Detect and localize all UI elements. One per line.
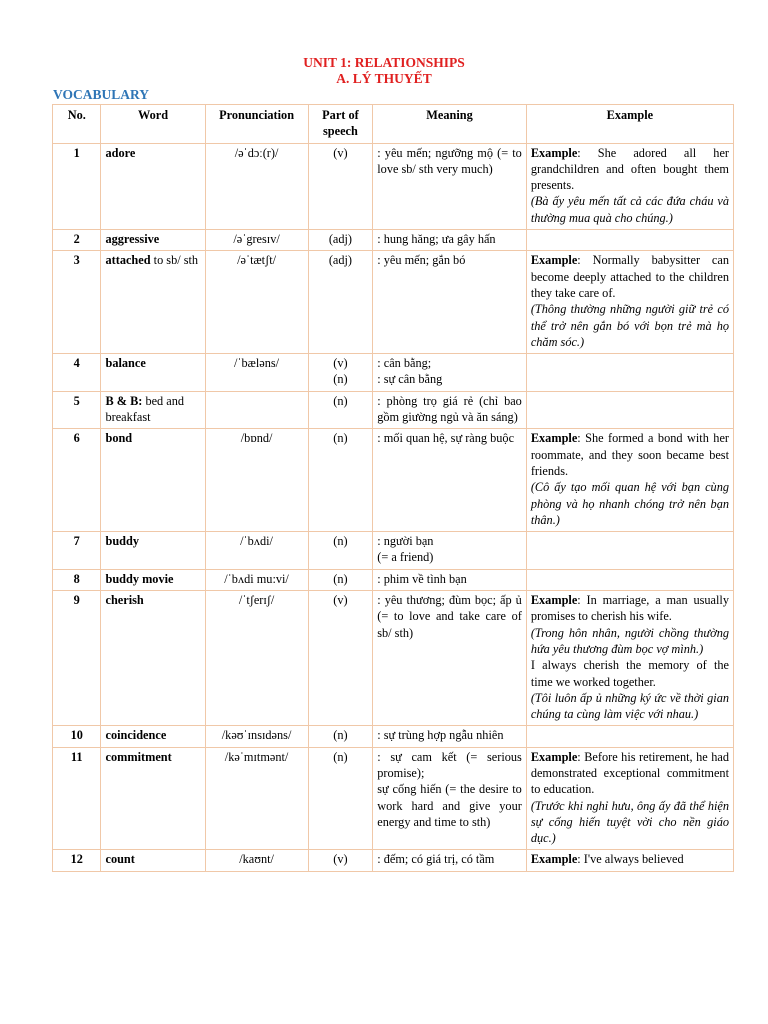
word-cell	[101, 354, 205, 392]
part-of-speech: (n)	[308, 532, 373, 570]
word-cell	[101, 747, 205, 850]
row-number: 10	[53, 726, 101, 747]
row-number: 3	[53, 251, 101, 354]
example	[526, 143, 733, 229]
word: attached	[105, 253, 151, 268]
example	[526, 850, 733, 871]
pronunciation	[205, 391, 308, 429]
word-cell	[101, 230, 205, 251]
table-row	[53, 429, 734, 532]
example-translation: (Bà ấy yêu mến tất cả các đứa cháu và thường mua quà cho chúng.)	[530, 194, 729, 225]
meaning: : sự trùng hợp ngẫu nhiên	[373, 726, 527, 747]
example-sentence-2: I always cherish the memory of the time we worked together.	[530, 658, 729, 689]
table-row	[53, 726, 734, 747]
word-cell	[101, 850, 205, 871]
word-cell	[101, 591, 205, 726]
section-subtitle: A. LÝ THUYẾT	[336, 71, 432, 86]
word: bond	[105, 431, 133, 446]
example-sentence: : In marriage, a man usually promises to cherish his wife.	[530, 593, 729, 624]
table-row	[53, 532, 734, 570]
table-row	[53, 251, 734, 354]
meaning-2: (= a friend)	[377, 550, 434, 565]
part-of-speech: (adj)	[308, 230, 373, 251]
meaning-2: : sự cân bằng	[377, 372, 443, 387]
example-sentence: : She adored all her grandchildren and often bought them presents.	[530, 145, 729, 193]
meaning: : đếm; có giá trị, có tầm	[373, 850, 527, 871]
meaning-1: : người bạn	[377, 534, 434, 549]
part-of-speech: (n)	[308, 747, 373, 850]
pronunciation: /əˈtætʃt/	[205, 251, 308, 354]
example-label: Example	[530, 253, 578, 268]
example-label: Example	[530, 749, 578, 764]
row-number: 9	[53, 591, 101, 726]
table-row	[53, 354, 734, 392]
part-of-speech: (n)	[308, 569, 373, 590]
word-cell	[101, 726, 205, 747]
table-row	[53, 230, 734, 251]
example	[526, 747, 733, 850]
word-cell	[101, 143, 205, 229]
pronunciation: /ˈbæləns/	[205, 354, 308, 392]
table-row	[53, 850, 734, 871]
meaning	[373, 532, 527, 570]
vocabulary-table	[52, 104, 734, 872]
meaning: : mối quan hệ, sự ràng buộc	[373, 429, 527, 532]
table-header-row	[53, 105, 734, 144]
pronunciation: /əˈdɔː(r)/	[205, 143, 308, 229]
part-of-speech: (v)	[308, 850, 373, 871]
col-header-meaning: Meaning	[373, 105, 527, 144]
meaning: : yêu thương; đùm bọc; ấp ủ (= to love and take care of sb/ sth)	[373, 591, 527, 726]
word: count	[105, 852, 135, 867]
pronunciation: /kaʊnt/	[205, 850, 308, 871]
row-number: 6	[53, 429, 101, 532]
word-cell	[101, 251, 205, 354]
example	[526, 251, 733, 354]
row-number: 8	[53, 569, 101, 590]
example	[526, 354, 733, 392]
pronunciation: /əˈgresɪv/	[205, 230, 308, 251]
part-of-speech	[308, 354, 373, 392]
word-extra: to sb/ sth	[150, 253, 199, 268]
pronunciation: /kəʊˈɪnsɪdəns/	[205, 726, 308, 747]
pronunciation: /kəˈmɪtmənt/	[205, 747, 308, 850]
col-header-no: No.	[53, 105, 101, 144]
word: coincidence	[105, 728, 167, 743]
pronunciation: /ˈbʌdi/	[205, 532, 308, 570]
word-extra: bed and breakfast	[105, 393, 185, 425]
example-translation: (Thông thường những người giữ trẻ có thể trở nên gắn bó với bọn trẻ mà họ chăm sóc.)	[530, 302, 729, 349]
example	[526, 391, 733, 429]
example-translation-2: (Tôi luôn ấp ủ những ký ức về thời gian chúng ta cùng làm việc với nhau.)	[530, 690, 729, 722]
unit-title: UNIT 1: RELATIONSHIPS	[303, 55, 465, 70]
row-number: 5	[53, 391, 101, 429]
meaning-2: sự cống hiến (= the desire to work hard and give your energy and time to sth)	[377, 782, 522, 829]
word-cell	[101, 569, 205, 590]
row-number: 12	[53, 850, 101, 871]
part-of-speech: (n)	[308, 726, 373, 747]
part-of-speech: (adj)	[308, 251, 373, 354]
word: balance	[105, 356, 146, 371]
table-row	[53, 569, 734, 590]
example	[526, 532, 733, 570]
row-number: 1	[53, 143, 101, 229]
meaning	[373, 747, 527, 850]
part-of-speech-2: (n)	[333, 372, 348, 387]
example-translation: (Trước khi nghỉ hưu, ông ấy đã thể hiện sự cống hiến tuyệt vời cho nền giáo dục.)	[530, 798, 729, 846]
example	[526, 429, 733, 532]
row-number: 11	[53, 747, 101, 850]
row-number: 2	[53, 230, 101, 251]
row-number: 4	[53, 354, 101, 392]
word: B & B:	[105, 393, 143, 408]
part-of-speech-1: (v)	[333, 356, 348, 371]
col-header-word: Word	[101, 105, 205, 144]
part-of-speech: (n)	[308, 391, 373, 429]
table-row	[53, 747, 734, 850]
col-header-pronunciation: Pronunciation	[205, 105, 308, 144]
meaning	[373, 354, 527, 392]
part-of-speech: (v)	[308, 143, 373, 229]
example	[526, 230, 733, 251]
table-row	[53, 143, 734, 229]
word: aggressive	[105, 232, 160, 247]
pronunciation: /ˈbʌdi mu:vi/	[205, 569, 308, 590]
meaning-1: : cân bằng;	[377, 356, 432, 371]
example-sentence: : Normally babysitter can become deeply attached to the children they take care of.	[530, 253, 729, 300]
pronunciation: /ˈtʃerɪʃ/	[205, 591, 308, 726]
meaning: : hung hăng; ưa gây hấn	[373, 230, 527, 251]
meaning: : yêu mến; ngưỡng mộ (= to love sb/ sth very much)	[373, 143, 527, 229]
example-sentence: : I've always believed	[577, 852, 684, 867]
word: adore	[105, 145, 136, 160]
example-translation: (Trong hôn nhân, người chồng thường hứa yêu thương đùm bọc vợ mình.)	[530, 625, 729, 656]
word: cherish	[105, 593, 144, 608]
table-row	[53, 591, 734, 726]
example-sentence: : Before his retirement, he had demonstrated exceptional commitment to education.	[530, 749, 729, 797]
col-header-example: Example	[526, 105, 733, 144]
example-label: Example	[530, 852, 578, 867]
meaning-1: : sự cam kết (= serious promise);	[377, 749, 522, 780]
word: buddy	[105, 534, 139, 549]
part-of-speech: (v)	[308, 591, 373, 726]
word-cell	[101, 391, 205, 429]
word-cell	[101, 429, 205, 532]
example-label: Example	[530, 431, 578, 446]
example-label: Example	[530, 145, 578, 160]
meaning: : phim về tình bạn	[373, 569, 527, 590]
row-number: 7	[53, 532, 101, 570]
meaning: : yêu mến; gắn bó	[373, 251, 527, 354]
word: buddy movie	[105, 571, 174, 586]
example	[526, 591, 733, 726]
example	[526, 569, 733, 590]
example-translation: (Cô ấy tạo mối quan hệ với bạn cùng phòng và họ nhanh chóng trở nên bạn thân.)	[530, 480, 729, 527]
example-label: Example	[530, 593, 578, 608]
example	[526, 726, 733, 747]
word: commitment	[105, 749, 172, 764]
meaning: : phòng trọ giá rẻ (chỉ bao gồm giường ngủ và ăn sáng)	[373, 391, 527, 429]
table-row	[53, 391, 734, 429]
part-of-speech: (n)	[308, 429, 373, 532]
pronunciation: /bɒnd/	[205, 429, 308, 532]
example-sentence: : She formed a bond with her roommate, and they soon became best friends.	[530, 431, 729, 478]
word-cell	[101, 532, 205, 570]
col-header-part-of-speech: Part of speech	[308, 105, 373, 144]
vocabulary-heading: VOCABULARY	[53, 87, 150, 102]
